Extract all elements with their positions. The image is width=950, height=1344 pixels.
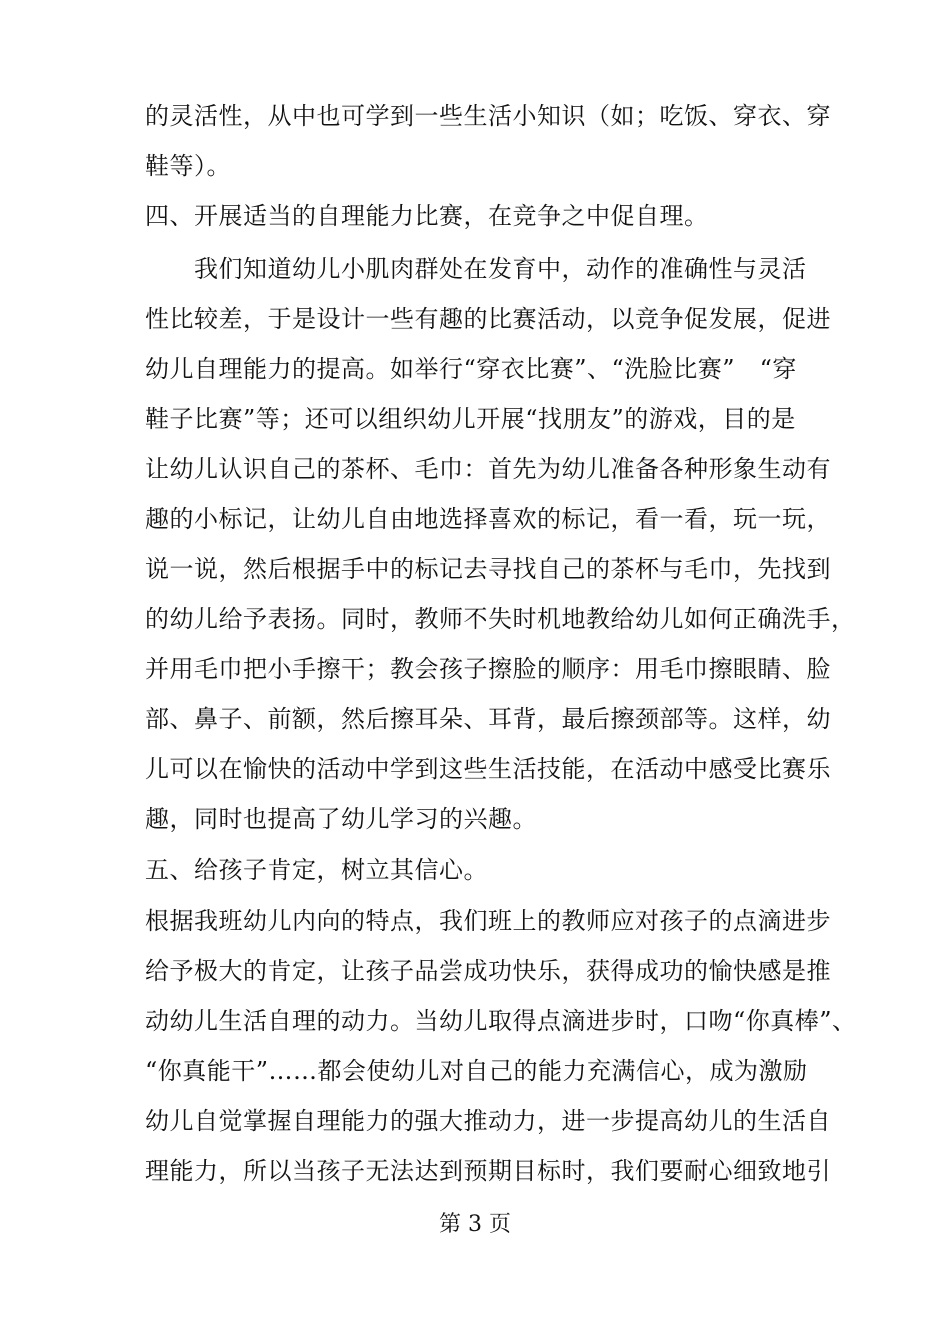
text-line: 鞋子比赛”等；还可以组织幼儿开展“找朋友”的游戏，目的是 xyxy=(145,405,796,433)
text-line: 动幼儿生活自理的动力。当幼儿取得点滴进步时，口吻“你真棒”、 xyxy=(145,1007,857,1035)
section-heading: 四、开展适当的自理能力比赛，在竞争之中促自理。 xyxy=(145,202,709,230)
text-line: 幼儿自理能力的提高。如举行“穿衣比赛”、“洗脸比赛” “穿 xyxy=(145,355,797,383)
text-line: 的幼儿给予表扬。同时，教师不失时机地教给幼儿如何正确洗手， xyxy=(145,605,856,633)
text-line: 给予极大的肯定，让孩子品尝成功快乐，获得成功的愉快感是推 xyxy=(145,957,831,985)
text-line: “你真能干”……都会使幼儿对自己的能力充满信心，成为激励 xyxy=(145,1057,808,1085)
text-line: 我们知道幼儿小肌肉群处在发育中，动作的准确性与灵活 xyxy=(145,255,807,283)
page-number: 第 3 页 xyxy=(439,1212,511,1237)
text-line: 性比较差，于是设计一些有趣的比赛活动，以竞争促发展，促进 xyxy=(145,305,831,333)
text-line: 幼儿自觉掌握自理能力的强大推动力，进一步提高幼儿的生活自 xyxy=(145,1107,831,1135)
text-line: 并用毛巾把小手擦干；教会孩子擦脸的顺序：用毛巾擦眼睛、脸 xyxy=(145,655,831,683)
text-line: 部、鼻子、前额，然后擦耳朵、耳背，最后擦颈部等。这样，幼 xyxy=(145,705,831,733)
text-line: 趣的小标记，让幼儿自由地选择喜欢的标记，看一看，玩一玩， xyxy=(145,505,831,533)
section-heading: 五、给孩子肯定，树立其信心。 xyxy=(145,856,488,884)
text-line: 鞋等）。 xyxy=(145,152,231,180)
text-line: 理能力，所以当孩子无法达到预期目标时，我们要耐心细致地引 xyxy=(145,1157,831,1185)
text-line: 的灵活性，从中也可学到一些生活小知识（如；吃饭、穿衣、穿 xyxy=(145,102,831,130)
text-line: 让幼儿认识自己的茶杯、毛巾：首先为幼儿准备各种形象生动有 xyxy=(145,455,831,483)
text-line: 根据我班幼儿内向的特点，我们班上的教师应对孩子的点滴进步 xyxy=(145,907,831,935)
text-line: 说一说，然后根据手中的标记去寻找自己的茶杯与毛巾，先找到 xyxy=(145,555,831,583)
text-line: 儿可以在愉快的活动中学到这些生活技能，在活动中感受比赛乐 xyxy=(145,755,831,783)
text-line: 趣，同时也提高了幼儿学习的兴趣。 xyxy=(145,805,537,833)
